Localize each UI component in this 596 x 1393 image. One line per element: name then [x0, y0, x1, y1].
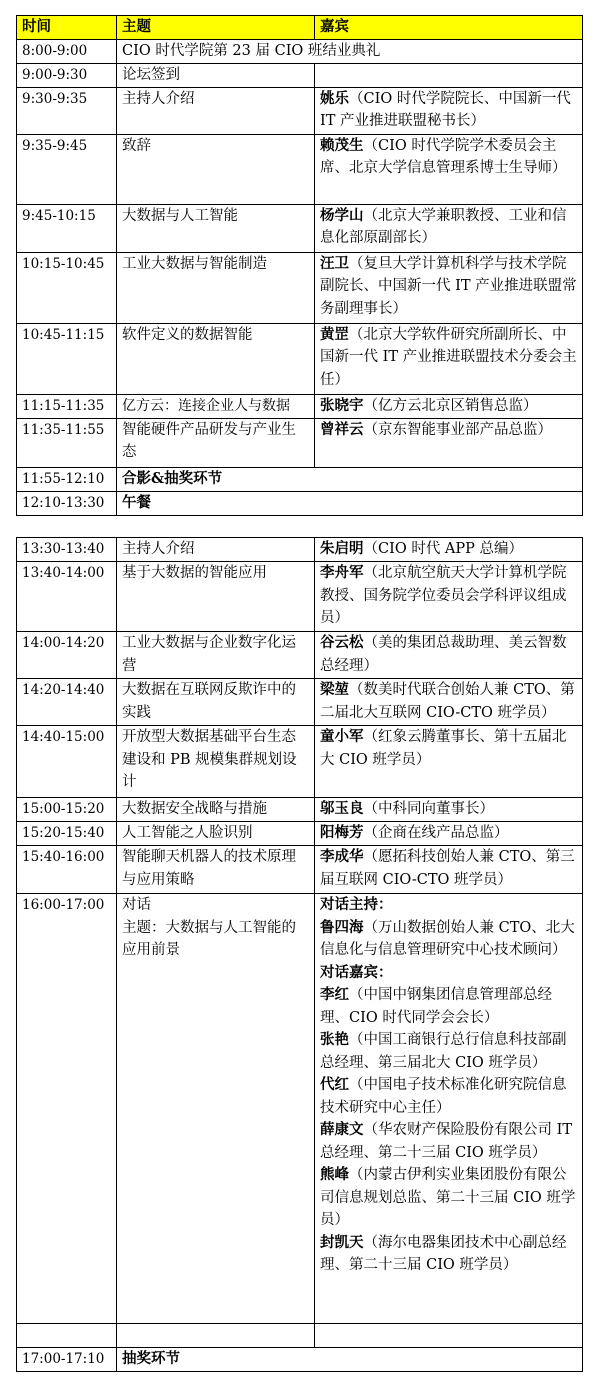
morning-schedule-table [16, 15, 583, 516]
row-time: 17:00-17:10 [17, 1348, 117, 1372]
row-topic: 午餐 [117, 491, 583, 515]
guest-name: 朱启明 [320, 540, 364, 557]
guest-role: （海尔电器集团技术中心副总经理、第二十三届 CIO 班学员） [320, 1234, 567, 1273]
row-topic: 大数据与人工智能 [117, 204, 315, 252]
table-row [17, 822, 583, 846]
host-entry [320, 917, 577, 962]
row-topic: 智能硬件产品研发与产业生态 [117, 418, 315, 467]
guest-entry [320, 1029, 577, 1074]
guest-entry [320, 1232, 577, 1277]
row-time: 15:00-15:20 [17, 798, 117, 822]
guest-name: 邬玉良 [320, 800, 364, 817]
row-guest [315, 394, 583, 418]
table-row [17, 467, 583, 491]
row-topic: 开放型大数据基础平台生态建设和 PB 规模集群规划设计 [117, 726, 315, 798]
row-time: 10:15-10:45 [17, 252, 117, 323]
guest-role: （北京大学软件研究所副所长、中国新一代 IT 产业推进联盟技术分委会主任） [320, 326, 577, 388]
guest-role: （红象云腾董事长、第十五届北大 CIO 班学员） [320, 729, 567, 768]
row-topic: 亿方云：连接企业人与数据 [117, 394, 315, 418]
row-time: 15:40-16:00 [17, 846, 117, 894]
row-topic: 主持人介绍 [117, 87, 315, 134]
row-topic: 论坛签到 [117, 63, 315, 87]
row-guest [315, 538, 583, 562]
row-topic: 合影&抽奖环节 [117, 467, 583, 491]
row-guest [315, 204, 583, 252]
table-row [17, 798, 583, 822]
guest-name: 曾祥云 [320, 420, 364, 438]
guest-role: （美的集团总裁助理、美云智数总经理） [320, 635, 567, 674]
header-guest: 嘉宾 [315, 16, 583, 40]
row-time: 11:15-11:35 [17, 394, 117, 418]
row-topic: 主持人介绍 [117, 538, 315, 562]
guest-name: 梁堃 [320, 681, 349, 698]
row-time: 12:10-13:30 [17, 491, 117, 515]
row-time: 16:00-17:00 [17, 894, 117, 1324]
table-row [17, 726, 583, 798]
guest-role: （北京大学兼职教授、工业和信息化部原副部长） [320, 207, 567, 246]
row-time: 9:45-10:15 [17, 204, 117, 252]
guest-role: （北京航空航天大学计算机学院教授、国务院学位委员会学科评议组成员） [320, 565, 567, 626]
row-guest [315, 798, 583, 822]
guest-role: （中科同向董事长） [363, 801, 494, 817]
table-row [17, 491, 583, 515]
guest-name: 黄罡 [320, 325, 349, 343]
table-row [17, 562, 583, 632]
guest-role: （企商在线产品总监） [363, 825, 509, 841]
row-guest [315, 63, 583, 87]
row-time: 13:40-14:00 [17, 562, 117, 632]
empty-row [17, 1324, 583, 1348]
row-time: 10:45-11:15 [17, 323, 117, 394]
row-time: 13:30-13:40 [17, 538, 117, 562]
guests-label: 对话嘉宾： [320, 963, 393, 981]
table-row [17, 323, 583, 394]
row-guest [315, 87, 583, 134]
dialogue-participants [315, 894, 583, 1324]
guest-name: 杨学山 [320, 206, 364, 224]
row-topic: 基于大数据的智能应用 [117, 562, 315, 632]
table-row [17, 632, 583, 679]
table-row [17, 87, 583, 134]
row-guest [315, 418, 583, 467]
guest-name: 谷云松 [320, 634, 364, 651]
row-topic: 软件定义的数据智能 [117, 323, 315, 394]
row-topic: CIO 时代学院第 23 届 CIO 班结业典礼 [117, 39, 583, 63]
row-topic: 工业大数据与企业数字化运营 [117, 632, 315, 679]
row-topic: 人工智能之人脸识别 [117, 822, 315, 846]
row-time: 9:30-9:35 [17, 87, 117, 134]
guest-name: 李舟军 [320, 564, 364, 581]
guest-name: 薛康文 [320, 1121, 364, 1138]
guest-name: 代红 [320, 1076, 349, 1093]
table-row [17, 39, 583, 63]
row-guest [315, 726, 583, 798]
guest-entry [320, 1164, 577, 1232]
guest-name: 阳梅芳 [320, 824, 364, 841]
guest-role: （CIO 时代 APP 总编） [363, 541, 524, 557]
row-topic: 工业大数据与智能制造 [117, 252, 315, 323]
host-label: 对话主持： [320, 896, 393, 913]
table-row [17, 679, 583, 726]
row-time: 14:00-14:20 [17, 632, 117, 679]
guest-name: 熊峰 [320, 1166, 349, 1183]
row-time: 11:55-12:10 [17, 467, 117, 491]
guest-entry [320, 1074, 577, 1119]
row-guest [315, 822, 583, 846]
row-time: 9:00-9:30 [17, 63, 117, 87]
guest-role: （华农财产保险股份有限公司 IT 总经理、第二十三届 CIO 班学员） [320, 1122, 573, 1161]
row-guest [315, 679, 583, 726]
table-row [17, 418, 583, 467]
guest-name: 赖茂生 [320, 136, 364, 154]
row-topic: 大数据在互联网反欺诈中的实践 [117, 679, 315, 726]
row-guest [315, 562, 583, 632]
row-guest [315, 252, 583, 323]
guest-role: （CIO 时代学院院长、中国新一代 IT 产业推进联盟秘书长） [320, 90, 571, 129]
guest-role: （数美时代联合创始人兼 CTO、第二届北大互联网 CIO-CTO 班学员） [320, 682, 575, 721]
table-row [17, 252, 583, 323]
table-row [17, 204, 583, 252]
row-time: 9:35-9:45 [17, 134, 117, 204]
guest-entry [320, 1119, 577, 1164]
row-time: 14:20-14:40 [17, 679, 117, 726]
guest-name: 姚乐 [320, 89, 349, 107]
guest-role: （中国电子技术标准化研究院信息技术研究中心主任） [320, 1077, 567, 1116]
row-time: 8:00-9:00 [17, 39, 117, 63]
guest-name: 鲁四海 [320, 918, 364, 936]
table-row [17, 846, 583, 894]
row-guest [315, 134, 583, 204]
table-row [17, 1348, 583, 1372]
guest-name: 童小军 [320, 728, 364, 745]
header-time: 时间 [17, 16, 117, 40]
guest-role: （中国中钢集团信息管理部总经理、CIO 时代同学会会长） [320, 987, 552, 1026]
guest-name: 封凯天 [320, 1233, 364, 1251]
guest-name: 张晓宇 [320, 396, 364, 414]
row-time: 15:20-15:40 [17, 822, 117, 846]
guest-name: 李红 [320, 986, 349, 1003]
table-header-row [17, 16, 583, 40]
row-guest [315, 846, 583, 894]
guest-role: （愿拓科技创始人兼 CTO、第三届互联网 CIO-CTO 班学员） [320, 849, 575, 888]
row-topic: 智能聊天机器人的技术原理与应用策略 [117, 846, 315, 894]
dialogue-topic [117, 894, 315, 1324]
guest-role: （亿方云北京区销售总监） [363, 397, 538, 414]
guest-entry [320, 984, 577, 1029]
guest-name: 李成华 [320, 848, 364, 865]
table-row [17, 134, 583, 204]
table-row [17, 538, 583, 562]
guest-role: （内蒙古伊利实业集团股份有限公司信息规划总监、第二十三届 CIO 班学员） [320, 1167, 576, 1228]
row-topic: 抽奖环节 [117, 1348, 583, 1372]
afternoon-schedule-table [16, 537, 583, 1372]
guest-role: （中国工商银行总行信息科技部副总经理、第三届北大 CIO 班学员） [320, 1032, 567, 1071]
empty-cell [117, 1324, 315, 1348]
dialogue-row [17, 894, 583, 1324]
dialogue-theme: 主题：大数据与人工智能的应用前景 [122, 919, 296, 958]
guest-role: （万山数据创始人兼 CTO、北大信息化与信息管理研究中心技术顾问） [320, 919, 575, 958]
row-topic: 大数据安全战略与措施 [117, 798, 315, 822]
table-row [17, 394, 583, 418]
guest-role: （CIO 时代学院学术委员会主席、北京大学信息管理系博士生导师） [320, 137, 567, 176]
guest-role: （京东智能事业部产品总监） [363, 421, 552, 438]
guest-name: 张艳 [320, 1031, 349, 1048]
empty-cell [315, 1324, 583, 1348]
dialogue-title: 对话 [122, 897, 151, 913]
row-guest [315, 632, 583, 679]
guest-name: 汪卫 [320, 254, 349, 272]
row-guest [315, 323, 583, 394]
empty-cell [17, 1324, 117, 1348]
row-topic: 致辞 [117, 134, 315, 204]
table-row [17, 63, 583, 87]
header-topic: 主题 [117, 16, 315, 40]
guest-role: （复旦大学计算机科学与技术学院副院长、中国新一代 IT 产业推进联盟常务副理事长） [320, 255, 577, 317]
row-time: 11:35-11:55 [17, 418, 117, 467]
row-time: 14:40-15:00 [17, 726, 117, 798]
